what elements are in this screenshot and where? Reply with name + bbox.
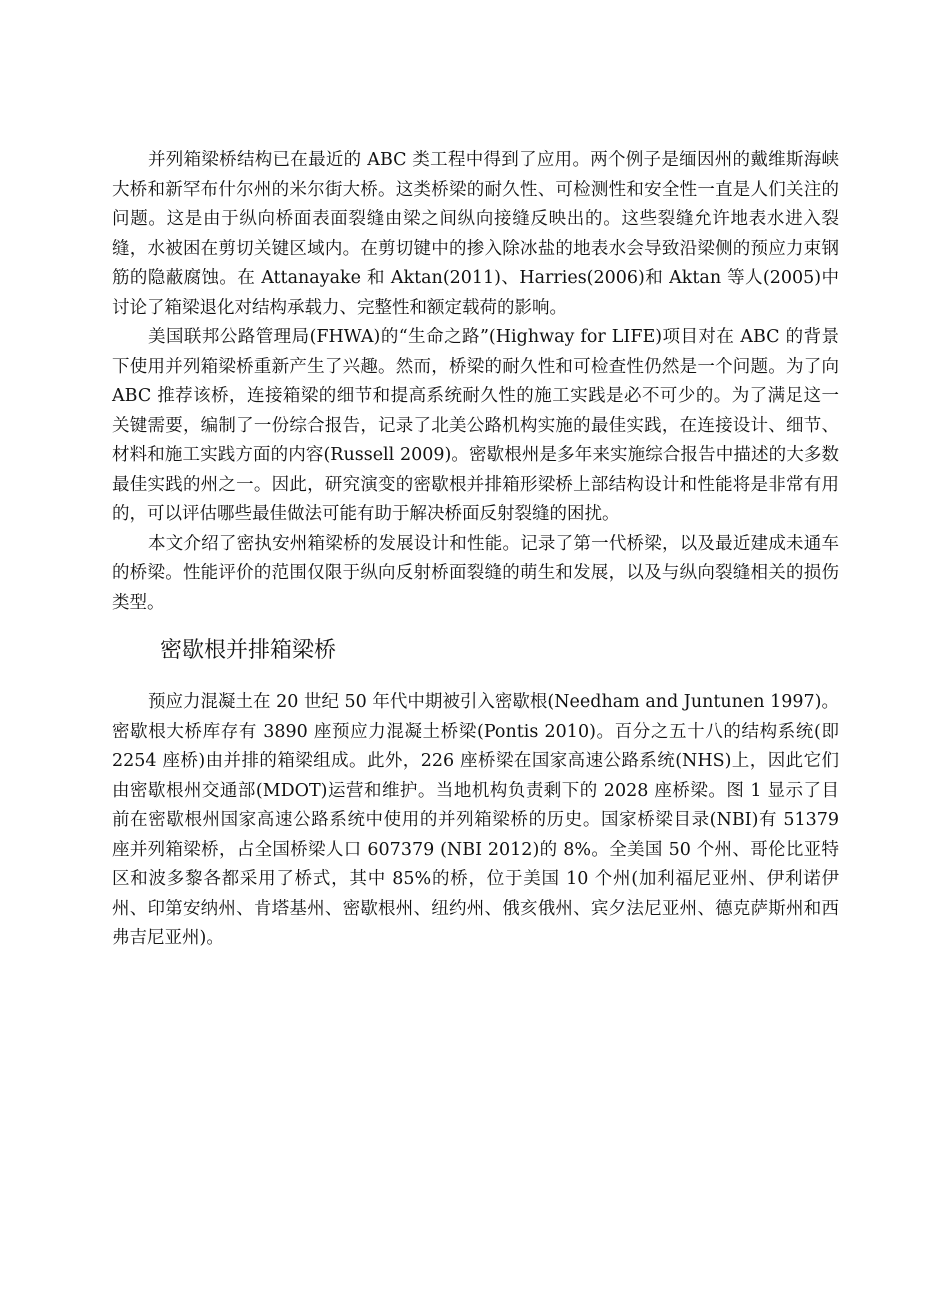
body-paragraph: 美国联邦公路管理局(FHWA)的“生命之路”(Highway for LIFE)项目对在 ABC 的背景下使用并列箱梁桥重新产生了兴趣。然而，桥梁的耐久性和可检查性仍然是一个问题。为了向 ABC 推荐该桥，连接箱梁的细节和提高系统耐久性的施工实践是必不可少的。为了满足这一关键需要，编制了一份综合报告，记录了北美公路机构实施的最佳实践，在连接设计、细节、材料和施工实践方面的内容(Russell 2009)。密歇根州是多年来实施综合报告中描述的大多数最佳实践的州之一。因此，研究演变的密歇根并排箱形梁桥上部结构设计和性能将是非常有用的，可以评估哪些最佳做法可能有助于解决桥面反射裂缝的困扰。 xyxy=(112,327,839,524)
body-paragraph: 预应力混凝土在 20 世纪 50 年代中期被引入密歇根(Needham and Juntunen 1997)。密歇根大桥库存有 3890 座预应力混凝土桥梁(Pontis 2010)。百分之五十八的结构系统(即 2254 座桥)由并排的箱梁组成。此外，226 座桥梁在国家高速公路系统(NHS)上，因此它们由密歇根州交通部(MDOT)运营和维护。当地机构负责剩下的 2028 座桥梁。图 1 显示了目前在密歇根州国家高速公路系统中使用的并列箱梁桥的历史。国家桥梁目录(NBI)有 51379 座并列箱梁桥，占全国桥梁人口 607379 (NBI 2012)的 8%。全美国 50 个州、哥伦比亚特区和波多黎各都采用了桥式，其中 85%的桥，位于美国 10 个州(加利福尼亚州、伊利诺伊州、印第安纳州、肯塔基州、密歇根州、纽约州、俄亥俄州、宾夕法尼亚州、德克萨斯州和西弗吉尼亚州)。 xyxy=(112,692,839,948)
body-paragraph: 并列箱梁桥结构已在最近的 ABC 类工程中得到了应用。两个例子是缅因州的戴维斯海峡大桥和新罕布什尔州的米尔街大桥。这类桥梁的耐久性、可检测性和安全性一直是人们关注的问题。这是由于纵向桥面表面裂缝由梁之间纵向接缝反映出的。这些裂缝允许地表水进入裂缝，水被困在剪切关键区域内。在剪切键中的掺入除冰盐的地表水会导致沿梁侧的预应力束钢筋的隐蔽腐蚀。在 Attanayake 和 Aktan(2011)、Harries(2006)和 Aktan 等人(2005)中讨论了箱梁退化对结构承载力、完整性和额定载荷的影响。 xyxy=(112,150,839,318)
section-heading: 密歇根并排箱梁桥 xyxy=(160,638,337,663)
body-paragraph: 本文介绍了密执安州箱梁桥的发展设计和性能。记录了第一代桥梁，以及最近建成未通车的桥梁。性能评价的范围仅限于纵向反射桥面裂缝的萌生和发展，以及与纵向裂缝相关的损伤类型。 xyxy=(112,533,839,613)
document-page xyxy=(112,146,839,954)
